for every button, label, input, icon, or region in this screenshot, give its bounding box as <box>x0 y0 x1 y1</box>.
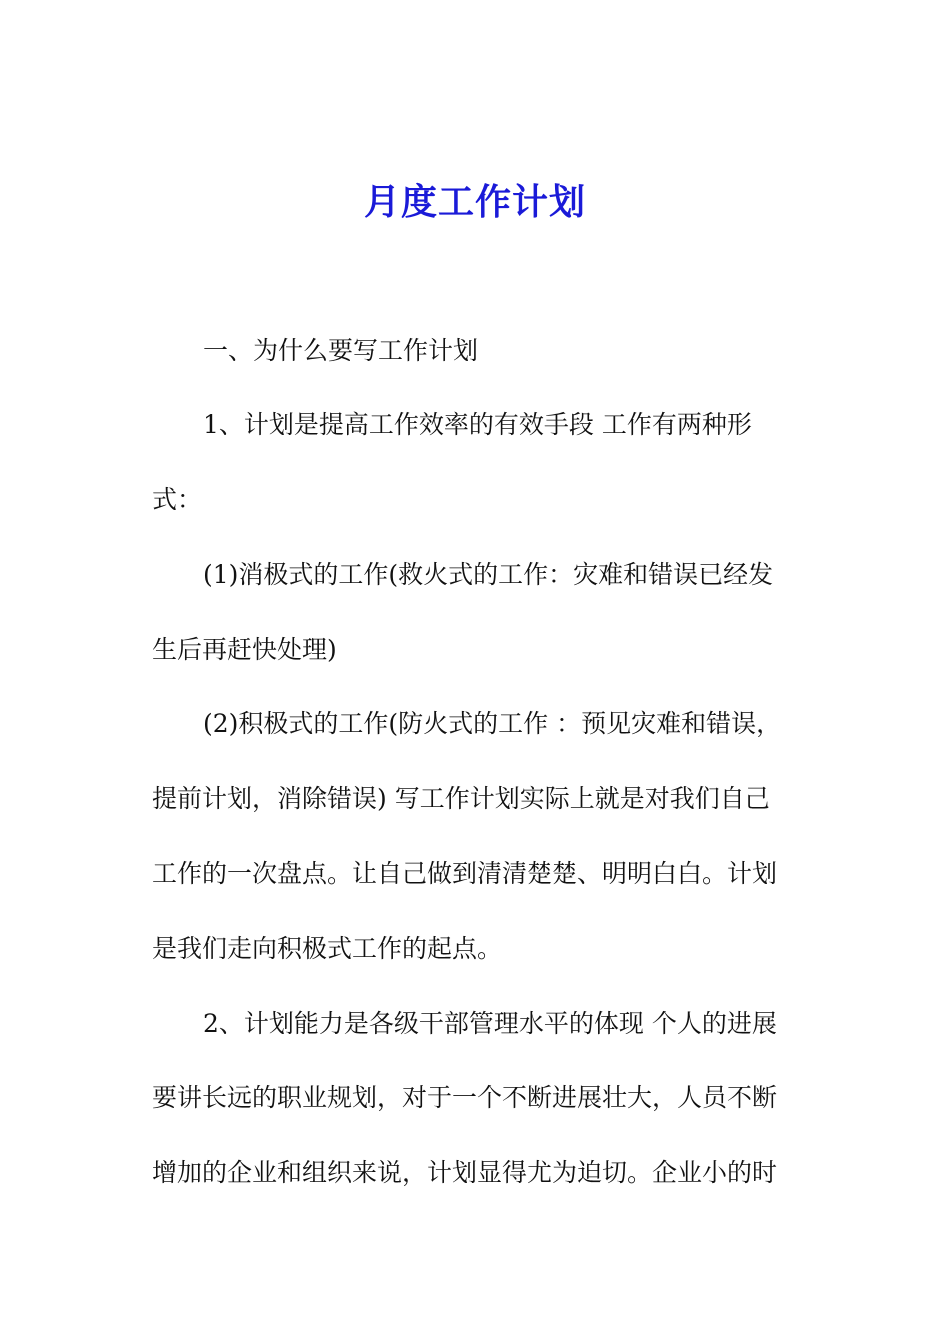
paragraph-line: (1)消极式的工作(救火式的工作：灾难和错误已经发 <box>203 560 774 589</box>
paragraph-line: 工作的一次盘点。让自己做到清清楚楚、明明白白。计划 <box>152 859 778 888</box>
paragraph-line: 增加的企业和组织来说，计划显得尤为迫切。企业小的时 <box>152 1158 778 1187</box>
document-title: 月度工作计划 <box>363 182 586 223</box>
paragraph-line: 要讲长远的职业规划，对于一个不断进展壮大，人员不断 <box>152 1083 778 1112</box>
paragraph-line: 生后再赶快处理) <box>152 635 337 664</box>
paragraph-line: (2)积极式的工作(防火式的工作 ：预见灾难和错误， <box>203 709 782 738</box>
paragraph-line: 式： <box>152 485 203 514</box>
section-heading: 一、为什么要写工作计划 <box>203 336 479 365</box>
paragraph-line: 是我们走向积极式工作的起点。 <box>152 934 503 963</box>
paragraph-line: 提前计划，消除错误) 写工作计划实际上就是对我们自己 <box>152 784 770 813</box>
paragraph-line: 2、计划能力是各级干部管理水平的体现 个人的进展 <box>203 1009 777 1038</box>
paragraph-line: 1、计划是提高工作效率的有效手段 工作有两种形 <box>203 410 752 439</box>
